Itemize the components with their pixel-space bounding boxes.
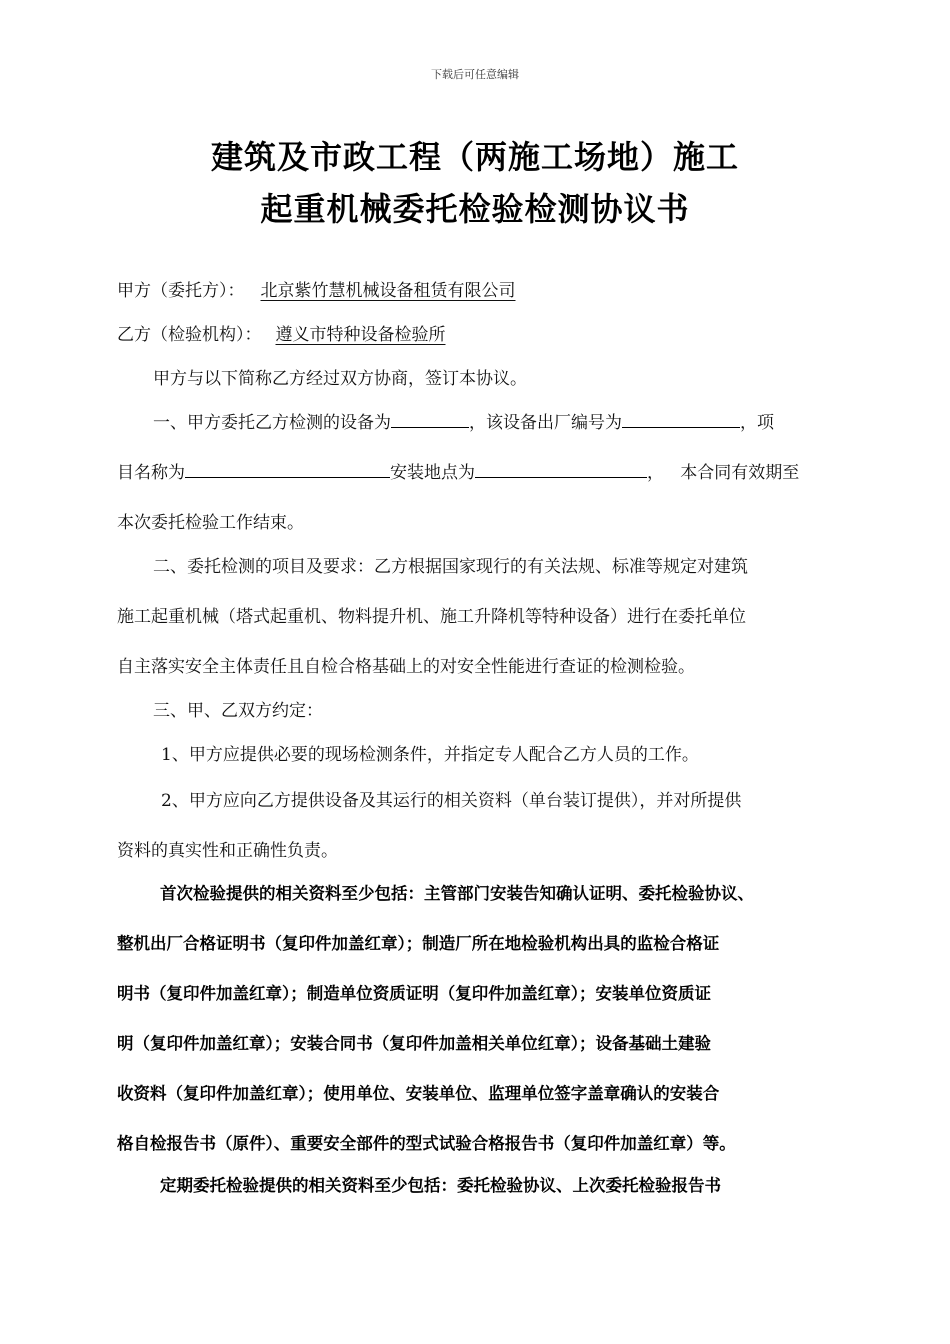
- party-a-label: 甲方（委托方）：: [117, 281, 245, 301]
- periodic-inspection-line-1: 定期委托检验提供的相关资料至少包括：委托检验协议、上次委托检验报告书: [160, 1176, 721, 1195]
- first-inspection-line-1: 首次检验提供的相关资料至少包括：主管部门安装告知确认证明、委托检验协议、: [160, 884, 754, 903]
- first-inspection-line-2: 整机出厂合格证明书（复印件加盖红章）；制造厂所在地检验机构出具的监检合格证: [117, 934, 720, 953]
- section-3-title: 三、甲、乙双方约定：: [153, 701, 323, 721]
- party-b-label: 乙方（检验机构）：: [117, 325, 262, 345]
- section-1-line-1: 一、甲方委托乙方检测的设备为 ，该设备出厂编号为 ，项: [153, 408, 774, 433]
- equipment-blank: [391, 409, 469, 428]
- party-b-line: [117, 320, 550, 345]
- section-2-line-1: 二、委托检测的项目及要求：乙方根据国家现行的有关法规、标准等规定对建筑: [153, 557, 748, 577]
- section-3-item-1: 1、甲方应提供必要的现场检测条件，并指定专人配合乙方人员的工作。: [161, 745, 699, 765]
- party-a-line: [117, 276, 534, 301]
- install-location-blank: [475, 459, 647, 478]
- project-name-blank: [185, 459, 390, 478]
- document-title-line-2: 起重机械委托检验检测协议书: [260, 190, 690, 228]
- section-1-line-3: 本次委托检验工作结束。: [117, 513, 304, 533]
- first-inspection-line-5: 收资料（复印件加盖红章）；使用单位、安装单位、监理单位签字盖章确认的安装合: [117, 1084, 720, 1103]
- section-1-line-2: 目名称为 安装地点为 ， 本合同有效期至: [117, 458, 799, 483]
- party-b-value: 遵义市特种设备检验所: [275, 325, 446, 345]
- intro-paragraph: 甲方与以下简称乙方经过双方协商，签订本协议。: [153, 369, 527, 389]
- header-note: 下载后可任意编辑: [431, 68, 519, 81]
- section-3-item-2-line-2: 资料的真实性和正确性负责。: [117, 841, 338, 861]
- first-inspection-line-6: 格自检报告书（原件）、重要安全部件的型式试验合格报告书（复印件加盖红章）等。: [117, 1134, 736, 1153]
- first-inspection-line-3: 明书（复印件加盖红章）；制造单位资质证明（复印件加盖红章）；安装单位资质证: [117, 984, 711, 1003]
- section-2-line-3: 自主落实安全主体责任且自检合格基础上的对安全性能进行查证的检测检验。: [117, 657, 695, 677]
- party-a-value: 北京紫竹慧机械设备租赁有限公司: [260, 281, 516, 301]
- section-3-item-2-line-1: 2、甲方应向乙方提供设备及其运行的相关资料（单台装订提供），并对所提供: [161, 791, 742, 811]
- document-title-line-1: 建筑及市政工程（两施工场地）施工: [210, 138, 739, 176]
- first-inspection-line-4: 明（复印件加盖红章）；安装合同书（复印件加盖相关单位红章）；设备基础土建验: [117, 1034, 711, 1053]
- serial-number-blank: [622, 409, 740, 428]
- section-2-line-2: 施工起重机械（塔式起重机、物料提升机、施工升降机等特种设备）进行在委托单位: [117, 607, 746, 627]
